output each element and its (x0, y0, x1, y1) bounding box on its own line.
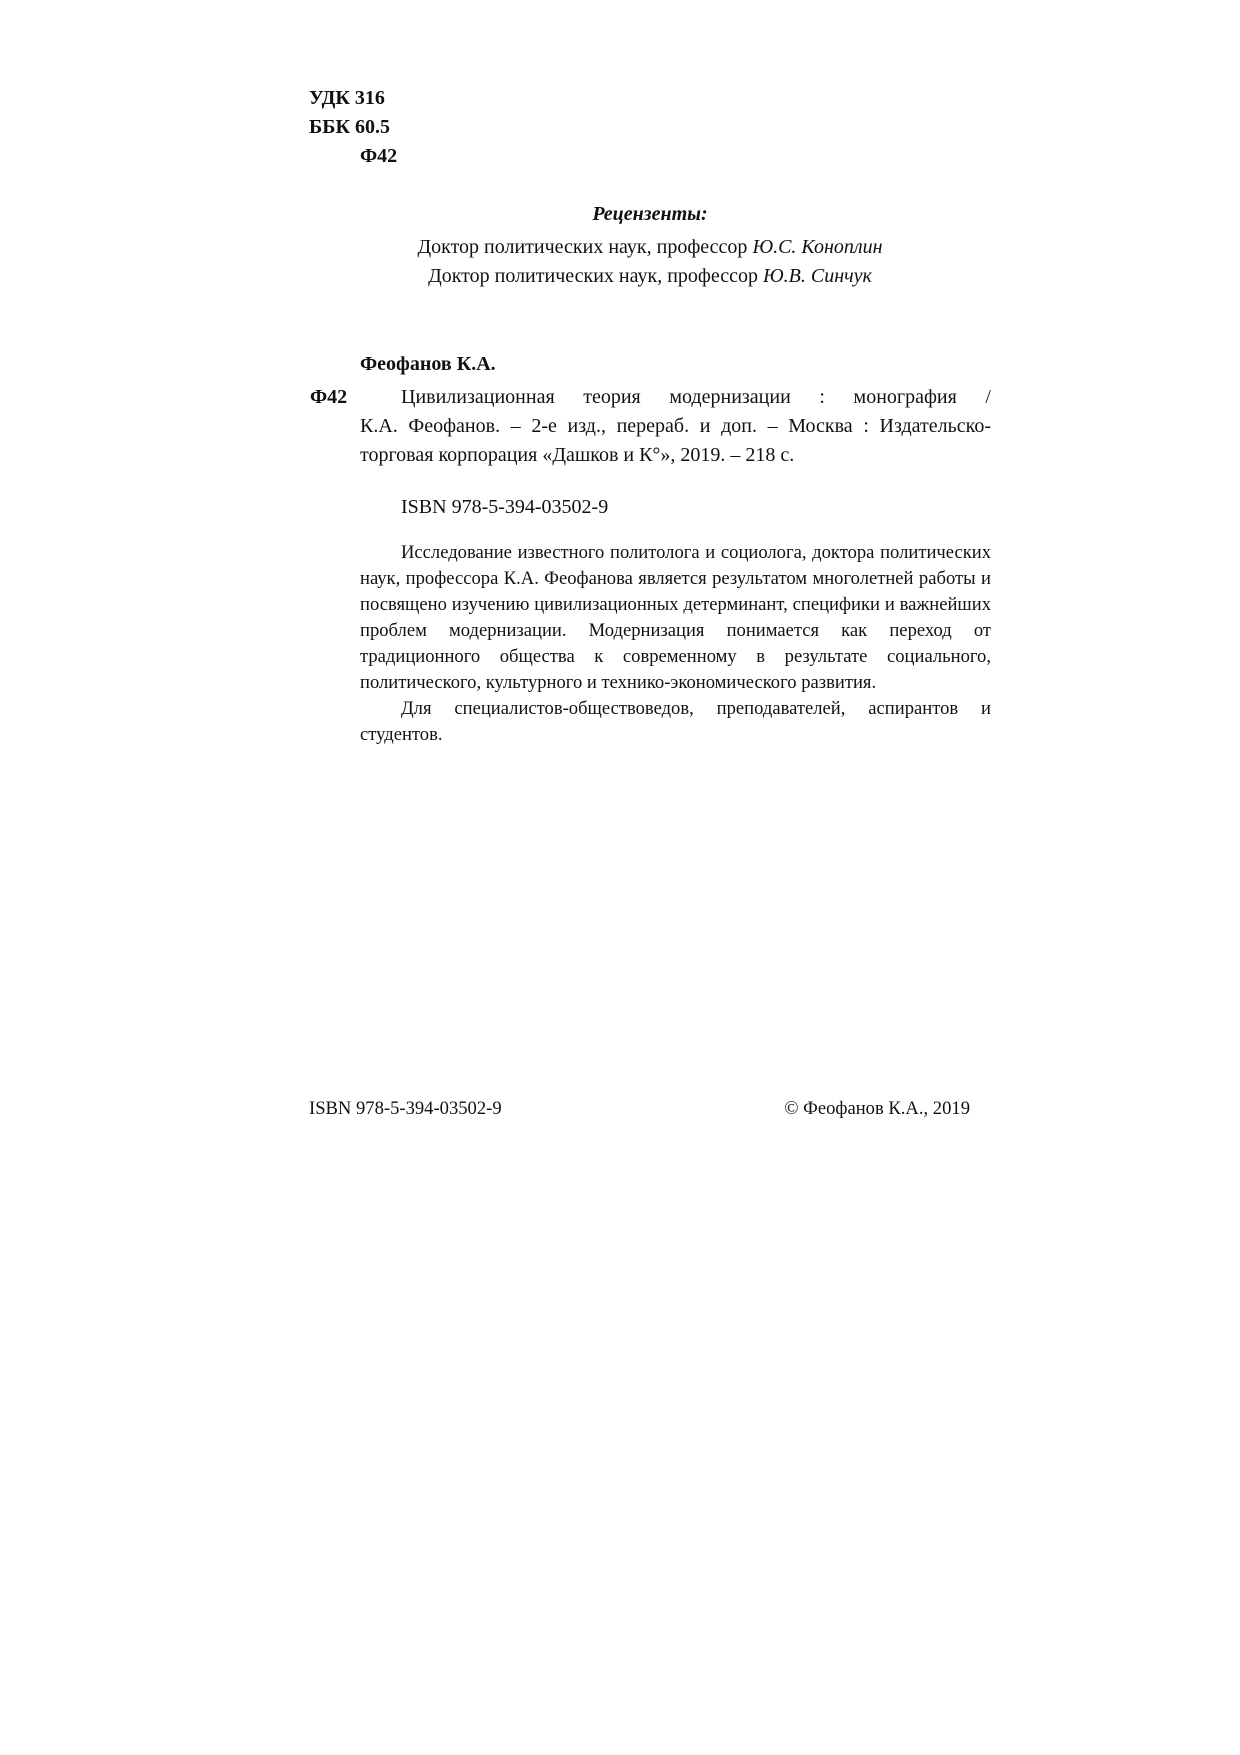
bbk-code: ББК 60.5 (309, 116, 390, 138)
reviewer-line (310, 233, 990, 262)
audience-paragraph: Для специалистов-обществоведов, преподавателей, аспирантов и студентов. (360, 698, 991, 745)
author-mark: Ф42 (360, 145, 398, 167)
catalog-citation (360, 383, 991, 470)
abstract-block (360, 540, 991, 748)
reviewer-name: Ю.В. Синчук (763, 265, 872, 287)
reviewers-block (310, 200, 990, 291)
reviewer-title: Доктор политических наук, профессор (428, 265, 764, 287)
catalog-author: Феофанов К.А. (360, 353, 496, 375)
citation-line: К.А. Феофанов. – 2-е изд., перераб. и доп. – Москва : Издательско- (360, 415, 991, 437)
catalog-code: Ф42 (310, 386, 348, 408)
catalog-isbn: ISBN 978-5-394-03502-9 (401, 496, 609, 518)
footer-isbn: ISBN 978-5-394-03502-9 (309, 1098, 502, 1119)
citation-line: Цивилизационная теория модернизации : монография / (401, 386, 991, 408)
udk-code: УДК 316 (309, 87, 385, 109)
reviewer-name: Ю.С. Коноплин (752, 236, 883, 258)
reviewer-line (310, 262, 990, 291)
reviewers-heading: Рецензенты: (592, 203, 708, 225)
citation-line: торговая корпорация «Дашков и К°», 2019. – 218 с. (360, 444, 795, 466)
abstract-paragraph: Исследование известного политолога и социолога, доктора политических наук, профессора К.А. Феофанова является результатом многолетней работы и посвящено изучению цивилизационных детерминант, специфики и важнейших проблем модернизации. Модернизация понимается как переход от традиционного общества к современному в результате социального, политического, культурного и технико-экономического развития. (360, 542, 991, 693)
footer-copyright: © Феофанов К.А., 2019 (784, 1098, 970, 1119)
reviewer-title: Доктор политических наук, профессор (417, 236, 753, 258)
